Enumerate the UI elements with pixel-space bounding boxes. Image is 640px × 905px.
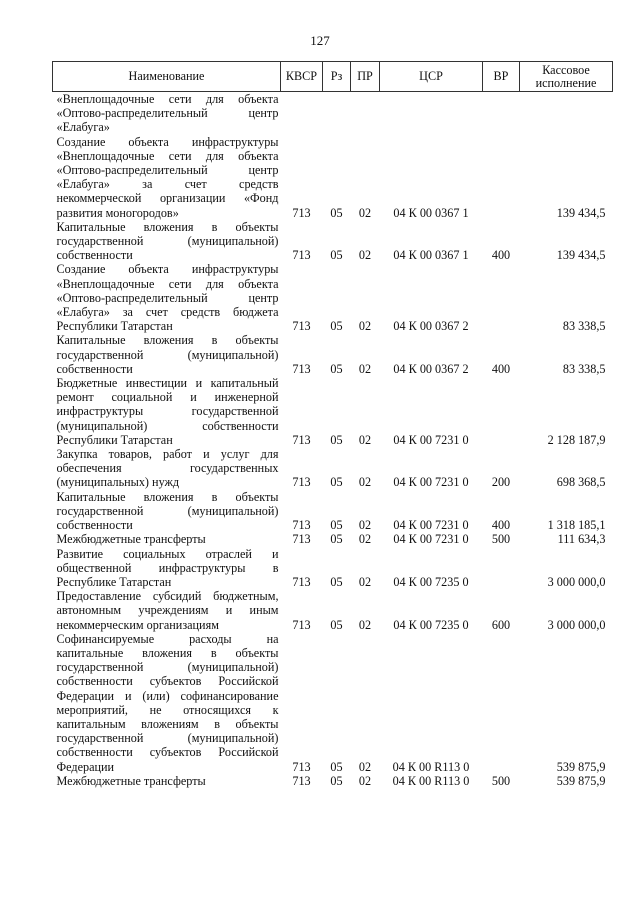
row-sum: 3 000 000,0 bbox=[547, 617, 606, 632]
row-csr: 04 К 00 7231 0 bbox=[393, 532, 469, 547]
row-vr: 600 bbox=[491, 617, 511, 632]
row-rz: 05 bbox=[330, 759, 343, 774]
row-name: Капитальные вложения в объекты государственной (муниципальной) собственности bbox=[56, 333, 279, 376]
row-vr: 400 bbox=[491, 248, 511, 263]
row-rz bbox=[323, 92, 351, 135]
row-pr: 02 bbox=[358, 532, 372, 547]
row-pr: 02 bbox=[358, 773, 372, 788]
row-rz: 05 bbox=[330, 432, 343, 447]
table-row bbox=[53, 632, 613, 774]
row-kvsr: 713 bbox=[292, 248, 311, 263]
row-pr: 02 bbox=[358, 319, 372, 334]
header-sum: Кассовое исполнение bbox=[520, 62, 613, 92]
row-csr: 04 К 00 7235 0 bbox=[393, 617, 469, 632]
table-row bbox=[53, 589, 613, 632]
row-sum: 111 634,3 bbox=[557, 532, 606, 547]
page-number: 127 bbox=[310, 33, 330, 48]
row-rz: 05 bbox=[330, 518, 343, 533]
row-rz: 05 bbox=[330, 319, 343, 334]
row-vr: 500 bbox=[491, 532, 511, 547]
row-rz: 05 bbox=[330, 773, 343, 788]
table-row bbox=[53, 376, 613, 447]
row-rz: 05 bbox=[330, 205, 343, 220]
row-name: Развитие социальных отраслей и общественной инфраструктуры в Республике Татарстан bbox=[56, 546, 279, 589]
row-name: Бюджетные инвестиции и капитальный ремонт социальной и инженерной инфраструктуры государственной (муниципальной) собственности Республики Татарстан bbox=[56, 376, 279, 447]
row-kvsr: 713 bbox=[292, 518, 311, 533]
row-pr: 02 bbox=[358, 248, 372, 263]
row-vr: 500 bbox=[491, 773, 511, 788]
row-rz: 05 bbox=[330, 475, 343, 490]
row-pr bbox=[351, 92, 380, 135]
row-csr: 04 К 00 7235 0 bbox=[393, 574, 469, 589]
row-pr: 02 bbox=[358, 475, 372, 490]
header-rz: Рз bbox=[323, 62, 351, 92]
table-row bbox=[53, 92, 613, 135]
row-name: Капитальные вложения в объекты государственной (муниципальной) собственности bbox=[56, 489, 279, 533]
table-row bbox=[53, 333, 613, 376]
row-kvsr: 713 bbox=[292, 617, 311, 632]
row-kvsr: 713 bbox=[292, 574, 311, 589]
row-pr: 02 bbox=[358, 205, 372, 220]
header-name: Наименование bbox=[53, 62, 281, 92]
row-name: «Внеплощадочные сети для объекта «Оптово-распределительный центр «Елабуга» bbox=[56, 92, 279, 135]
table-row bbox=[53, 532, 613, 546]
row-csr: 04 К 00 7231 0 bbox=[393, 475, 469, 490]
table-row bbox=[53, 490, 613, 533]
row-vr bbox=[483, 262, 520, 333]
row-name: Закупка товаров, работ и услуг для обеспечения государственных (муниципальных) нужд bbox=[56, 447, 279, 490]
table-row bbox=[53, 447, 613, 490]
row-name: Создание объекта инфраструктуры «Внеплощадочные сети для объекта «Оптово-распределительный центр «Елабуга» за счет средств бюджета Республики Татарстан bbox=[56, 262, 279, 334]
row-pr: 02 bbox=[358, 518, 372, 533]
row-vr bbox=[483, 376, 520, 447]
row-vr: 400 bbox=[491, 518, 511, 533]
row-csr: 04 К 00 7231 0 bbox=[393, 518, 469, 533]
row-name: Предоставление субсидий бюджетным, автономным учреждениям и иным некоммерческим организациям bbox=[56, 589, 279, 632]
table-row bbox=[53, 262, 613, 333]
row-rz: 05 bbox=[330, 574, 343, 589]
row-sum bbox=[520, 92, 613, 135]
row-name: Капитальные вложения в объекты государственной (муниципальной) собственности bbox=[56, 219, 279, 263]
row-kvsr: 713 bbox=[292, 432, 311, 447]
row-csr: 04 К 00 R113 0 bbox=[392, 759, 470, 774]
row-sum: 1 318 185,1 bbox=[547, 518, 606, 533]
row-pr: 02 bbox=[358, 361, 372, 376]
row-vr bbox=[483, 92, 520, 135]
row-sum: 83 338,5 bbox=[562, 319, 606, 334]
row-name: Создание объекта инфраструктуры «Внеплощадочные сети для объекта «Оптово-распределительный центр «Елабуга» за счет средств некоммерческой организации «Фонд развития моногородов» bbox=[56, 134, 279, 220]
row-pr: 02 bbox=[358, 574, 372, 589]
row-csr bbox=[380, 92, 483, 135]
row-csr: 04 К 00 0367 2 bbox=[393, 361, 469, 376]
table-row bbox=[53, 135, 613, 220]
row-vr: 400 bbox=[491, 361, 511, 376]
header-pr: ПР bbox=[351, 62, 380, 92]
row-csr: 04 К 00 R113 0 bbox=[392, 773, 470, 788]
row-vr: 200 bbox=[491, 475, 511, 490]
row-vr bbox=[483, 547, 520, 590]
header-csr: ЦСР bbox=[380, 62, 483, 92]
row-sum: 539 875,9 bbox=[556, 759, 606, 774]
row-csr: 04 К 00 0367 2 bbox=[393, 319, 469, 334]
row-sum: 539 875,9 bbox=[556, 773, 606, 788]
table-row bbox=[53, 547, 613, 590]
row-kvsr: 713 bbox=[292, 361, 311, 376]
row-csr: 04 К 00 0367 1 bbox=[393, 248, 469, 263]
row-csr: 04 К 00 7231 0 bbox=[393, 432, 469, 447]
row-vr bbox=[483, 135, 520, 220]
row-kvsr: 713 bbox=[292, 475, 311, 490]
header-vr: ВР bbox=[483, 62, 520, 92]
row-csr: 04 К 00 0367 1 bbox=[393, 205, 469, 220]
table-row bbox=[53, 220, 613, 263]
table-row bbox=[53, 774, 613, 788]
budget-execution-table bbox=[52, 61, 613, 788]
row-sum: 139 434,5 bbox=[556, 248, 606, 263]
row-sum: 2 128 187,9 bbox=[547, 432, 606, 447]
row-rz: 05 bbox=[330, 248, 343, 263]
row-name: Софинансируемые расходы на капитальные вложения в объекты государственной (муниципальной) собственности субъектов Российской Федерации и (или) софинансирование мероприятий, не относящихся к капитальным вложениям в объекты государственной (муниципальной) собственности субъектов Российской Федерации bbox=[56, 631, 279, 774]
row-kvsr: 713 bbox=[292, 205, 311, 220]
header-kvsr: КВСР bbox=[281, 62, 323, 92]
row-name: Межбюджетные трансферты bbox=[56, 773, 206, 788]
row-sum: 3 000 000,0 bbox=[547, 574, 606, 589]
row-pr: 02 bbox=[358, 759, 372, 774]
row-kvsr bbox=[281, 92, 323, 135]
row-sum: 83 338,5 bbox=[562, 361, 606, 376]
row-rz: 05 bbox=[330, 532, 343, 547]
row-sum: 139 434,5 bbox=[556, 205, 606, 220]
row-kvsr: 713 bbox=[292, 759, 311, 774]
row-pr: 02 bbox=[358, 432, 372, 447]
table-header-row bbox=[53, 62, 613, 92]
row-pr: 02 bbox=[358, 617, 372, 632]
row-kvsr: 713 bbox=[292, 319, 311, 334]
row-kvsr: 713 bbox=[292, 773, 311, 788]
row-sum: 698 368,5 bbox=[556, 475, 606, 490]
row-rz: 05 bbox=[330, 617, 343, 632]
row-rz: 05 bbox=[330, 361, 343, 376]
row-vr bbox=[483, 632, 520, 774]
row-kvsr: 713 bbox=[292, 532, 311, 547]
row-name: Межбюджетные трансферты bbox=[56, 532, 206, 547]
